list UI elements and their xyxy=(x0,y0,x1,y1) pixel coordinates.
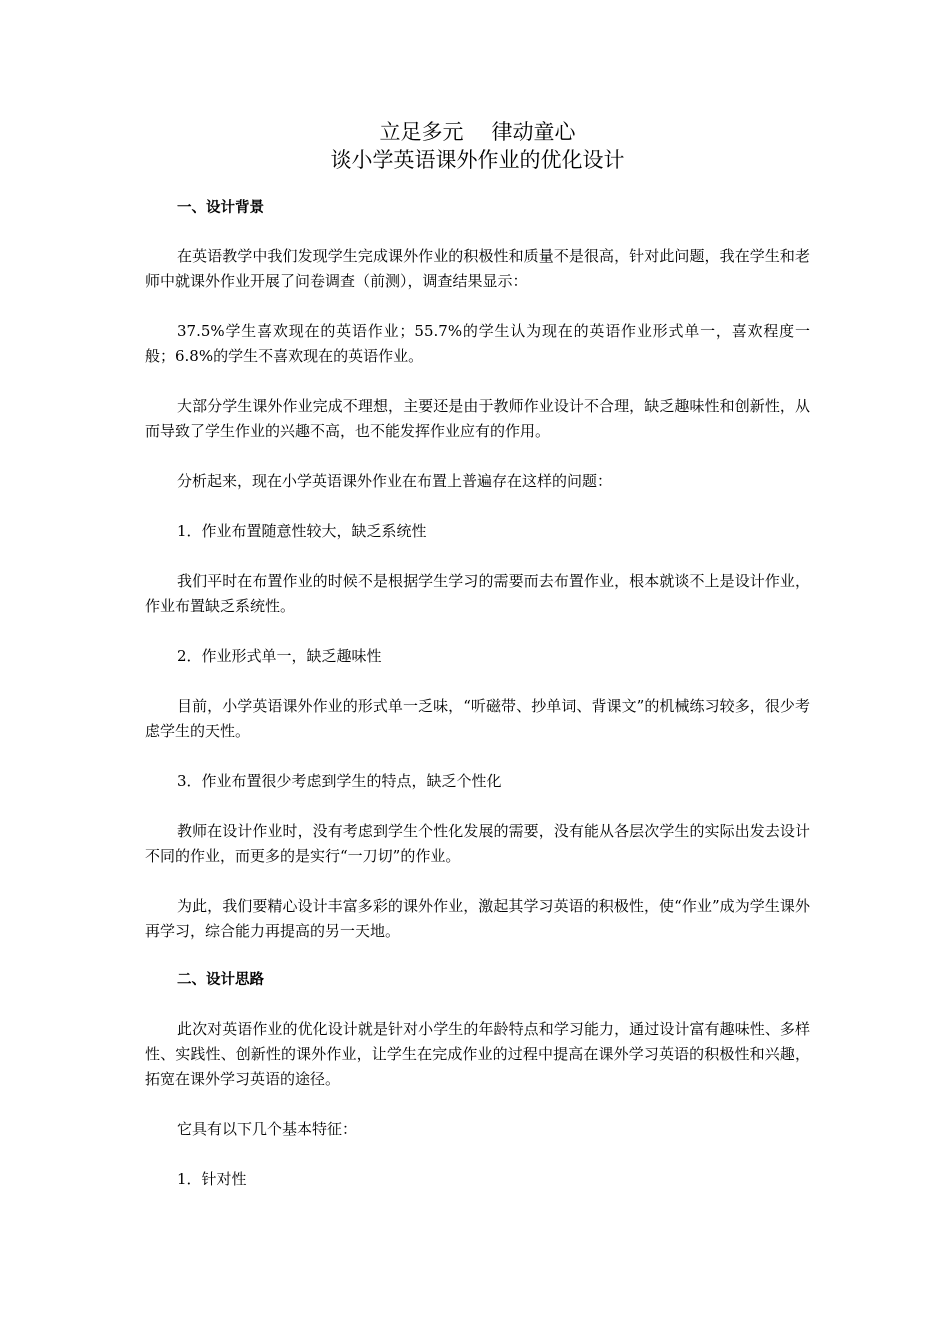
paragraph: 为此，我们要精心设计丰富多彩的课外作业，激起其学习英语的积极性，使“作业”成为学生课外再学习，综合能力再提高的另一天地。 xyxy=(145,897,810,940)
paragraph: 我们平时在布置作业的时候不是根据学生学习的需要而去布置作业，根本就谈不上是设计作业，作业布置缺乏系统性。 xyxy=(145,572,810,615)
paragraph: 大部分学生课外作业完成不理想，主要还是由于教师作业设计不合理，缺乏趣味性和创新性，从而导致了学生作业的兴趣不高，也不能发挥作业应有的作用。 xyxy=(145,397,810,440)
paragraph: 教师在设计作业时，没有考虑到学生个性化发展的需要，没有能从各层次学生的实际出发去设计不同的作业，而更多的是实行“一刀切”的作业。 xyxy=(145,822,810,865)
paragraph: 它具有以下几个基本特征： xyxy=(177,1120,358,1138)
document-title-line2: 谈小学英语课外作业的优化设计 xyxy=(330,148,625,172)
section-heading-approach: 二、设计思路 xyxy=(177,972,264,988)
list-item: 1．针对性 xyxy=(177,1170,247,1188)
document-title-line1 xyxy=(145,118,810,146)
section-heading-background: 一、设计背景 xyxy=(177,200,264,216)
paragraph: 分析起来，现在小学英语课外作业在布置上普遍存在这样的问题： xyxy=(177,472,613,490)
paragraph: 在英语教学中我们发现学生完成课外作业的积极性和质量不是很高，针对此问题，我在学生和老师中就课外作业开展了问卷调查（前测），调查结果显示： xyxy=(145,247,810,290)
list-item: 3．作业布置很少考虑到学生的特点，缺乏个性化 xyxy=(177,772,502,790)
list-item: 2．作业形式单一，缺乏趣味性 xyxy=(177,647,382,665)
paragraph: 此次对英语作业的优化设计就是针对小学生的年龄特点和学习能力，通过设计富有趣味性、多样性、实践性、创新性的课外作业，让学生在完成作业的过程中提高在课外学习英语的积极性和兴趣，拓宽在课外学习英语的途径。 xyxy=(145,1020,810,1088)
document-page xyxy=(145,118,810,1192)
list-item: 1．作业布置随意性较大，缺乏系统性 xyxy=(177,522,427,540)
paragraph: 目前，小学英语课外作业的形式单一乏味，“听磁带、抄单词、背课文”的机械练习较多，很少考虑学生的天性。 xyxy=(145,697,810,740)
paragraph: 37.5%学生喜欢现在的英语作业；55.7%的学生认为现在的英语作业形式单一，喜欢程度一般；6.8%的学生不喜欢现在的英语作业。 xyxy=(145,322,810,365)
title-part1: 立足多元 xyxy=(379,120,464,144)
title-part2: 律动童心 xyxy=(491,120,576,144)
